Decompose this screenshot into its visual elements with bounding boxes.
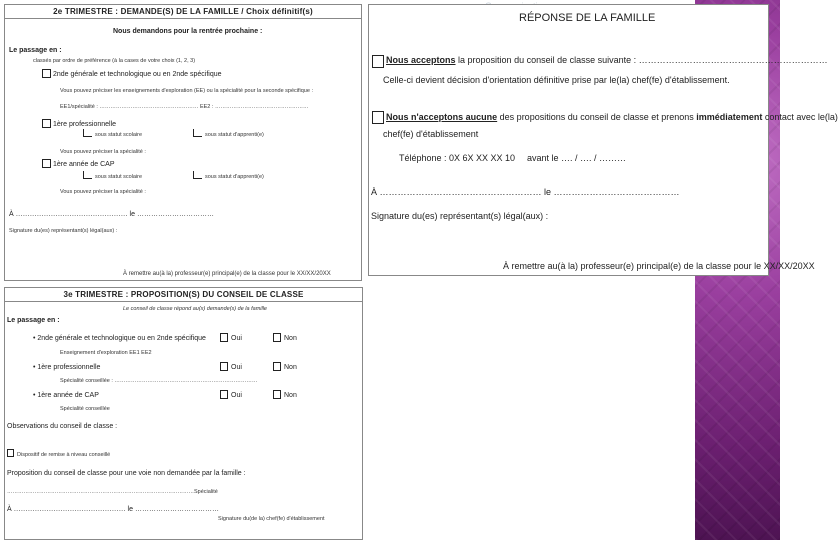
option-1ere-pro: 1ère professionnelle bbox=[53, 121, 117, 128]
panel-family-response bbox=[368, 4, 838, 276]
option-cap-scolaire: sous statut scolaire bbox=[95, 174, 143, 180]
checkbox-cap-oui[interactable] bbox=[220, 390, 228, 399]
subtitle: Le conseil de classe répond au(x) demande(s) de la famille bbox=[123, 306, 267, 312]
signature-label: Signature du(es) représentant(s) légal(aux) : bbox=[9, 228, 118, 234]
checkbox-pro-apprenti[interactable] bbox=[193, 129, 202, 137]
accept-line bbox=[386, 55, 828, 66]
option-pro-note: Vous pouvez préciser la spécialité : bbox=[60, 149, 146, 155]
checkbox-cap[interactable] bbox=[42, 159, 51, 168]
checkbox-accept[interactable] bbox=[372, 55, 384, 68]
option-pro-apprenti: sous statut d'apprenti(e) bbox=[205, 132, 264, 138]
label-non: Non bbox=[284, 392, 297, 399]
panel-header: 2e TRIMESTRE : DEMANDE(S) DE LA FAMILLE / Choix définitif(s) bbox=[5, 5, 361, 19]
checkbox-dispositif[interactable] bbox=[7, 449, 14, 457]
checkbox-cap-scolaire[interactable] bbox=[83, 171, 92, 179]
option-pro-note: Spécialité conseillée : …………………………………………………………………… bbox=[60, 378, 258, 384]
checkbox-1ere-pro[interactable] bbox=[42, 119, 51, 128]
instruction: classés par ordre de préférence (à la cases de votre choix (1, 2, 3) bbox=[33, 58, 196, 64]
accept-bold: Nous acceptons bbox=[386, 55, 456, 65]
checkbox-cap-non[interactable] bbox=[273, 390, 281, 399]
refuse-bold: Nous n'acceptons aucune bbox=[386, 112, 498, 122]
label-oui: Oui bbox=[231, 364, 242, 371]
return-note: À remettre au(à la) professeur(e) principal(e) de la classe pour le XX/XX/20XX bbox=[123, 271, 331, 277]
checkbox-2nde[interactable] bbox=[42, 69, 51, 78]
label-oui: Oui bbox=[231, 392, 242, 399]
place-date: À ……………………………………………… le …………………………………… bbox=[371, 187, 680, 197]
panel-family-request bbox=[4, 4, 362, 281]
passage-label: Le passage en : bbox=[9, 47, 62, 54]
checkbox-pro-non[interactable] bbox=[273, 362, 281, 371]
refuse-line bbox=[386, 112, 838, 123]
subtitle: Nous demandons pour la rentrée prochaine : bbox=[113, 28, 263, 35]
label-non: Non bbox=[284, 364, 297, 371]
accept-note: Celle-ci devient décision d'orientation définitive prise par le(la) chef(fe) d'établissement. bbox=[383, 75, 730, 85]
panel-header: 3e TRIMESTRE : PROPOSITION(S) DU CONSEIL DE CLASSE bbox=[5, 288, 362, 302]
signature-label: Signature du(es) représentant(s) légal(aux) : bbox=[371, 211, 549, 221]
option-cap-apprenti: sous statut d'apprenti(e) bbox=[205, 174, 264, 180]
phone-label: Téléphone : bbox=[399, 153, 447, 163]
panel-header: RÉPONSE DE LA FAMILLE bbox=[519, 12, 656, 24]
phone-value: 0X 6X XX XX 10 bbox=[449, 153, 516, 163]
dispositif-label: Dispositif de remise à niveau conseillé bbox=[17, 452, 111, 458]
checkbox-pro-oui[interactable] bbox=[220, 362, 228, 371]
checkbox-2nde-oui[interactable] bbox=[220, 333, 228, 342]
checkbox-pro-scolaire[interactable] bbox=[83, 129, 92, 137]
ee-line: EE1/spécialité : ……………………………………………… EE2 : …………………………………………… bbox=[60, 104, 309, 110]
option-pro-scolaire: sous statut scolaire bbox=[95, 132, 143, 138]
option-cap: 1ère année de CAP bbox=[53, 161, 115, 168]
spec-line: …………………………………………………………………………………………Spécialité bbox=[7, 489, 218, 495]
proposition-label: Proposition du conseil de classe pour une voie non demandée par la famille : bbox=[7, 470, 246, 477]
option-1ere-pro: • 1ère professionnelle bbox=[33, 364, 101, 371]
checkbox-cap-apprenti[interactable] bbox=[193, 171, 202, 179]
refuse-bold2: immédiatement bbox=[696, 112, 763, 122]
option-2nde-note: Vous pouvez préciser les enseignements d'exploration (EE) ou la spécialité pour la seconde spécifique : bbox=[60, 88, 313, 94]
label-non: Non bbox=[284, 335, 297, 342]
refuse-rest: des propositions du conseil de classe et prenons bbox=[497, 112, 697, 122]
signature-label: Signature du(de la) chef(fe) d'établissement bbox=[218, 516, 325, 522]
phone-before: avant le …. / …. / ……… bbox=[527, 153, 627, 163]
place-date: À ………………………………………… le ……………………………… bbox=[7, 506, 219, 513]
label-oui: Oui bbox=[231, 335, 242, 342]
option-2nde: 2nde générale et technologique ou en 2nde spécifique bbox=[53, 71, 222, 78]
observations-label: Observations du conseil de classe : bbox=[7, 423, 118, 430]
panel-council-proposal bbox=[4, 287, 363, 540]
accept-rest: la proposition du conseil de classe suivante : ……………………………………………………… bbox=[455, 55, 828, 65]
checkbox-2nde-non[interactable] bbox=[273, 333, 281, 342]
checkbox-refuse[interactable] bbox=[372, 111, 384, 124]
refuse-rest2: contact avec le(la) bbox=[762, 112, 838, 122]
option-cap-note: Spécialité conseillée bbox=[60, 406, 110, 412]
option-cap: • 1ère année de CAP bbox=[33, 392, 99, 399]
return-note: À remettre au(à la) professeur(e) principal(e) de la classe pour le XX/XX/20XX bbox=[503, 261, 815, 271]
option-2nde-note: Enseignement d'exploration EE1 EE2 bbox=[60, 350, 152, 356]
refuse-line2: chef(fe) d'établissement bbox=[383, 129, 479, 139]
place-date: À ………………………………………… le …………………………… bbox=[9, 211, 214, 218]
option-cap-note: Vous pouvez préciser la spécialité : bbox=[60, 189, 146, 195]
passage-label: Le passage en : bbox=[7, 317, 60, 324]
option-2nde: • 2nde générale et technologique ou en 2nde spécifique bbox=[33, 335, 206, 342]
